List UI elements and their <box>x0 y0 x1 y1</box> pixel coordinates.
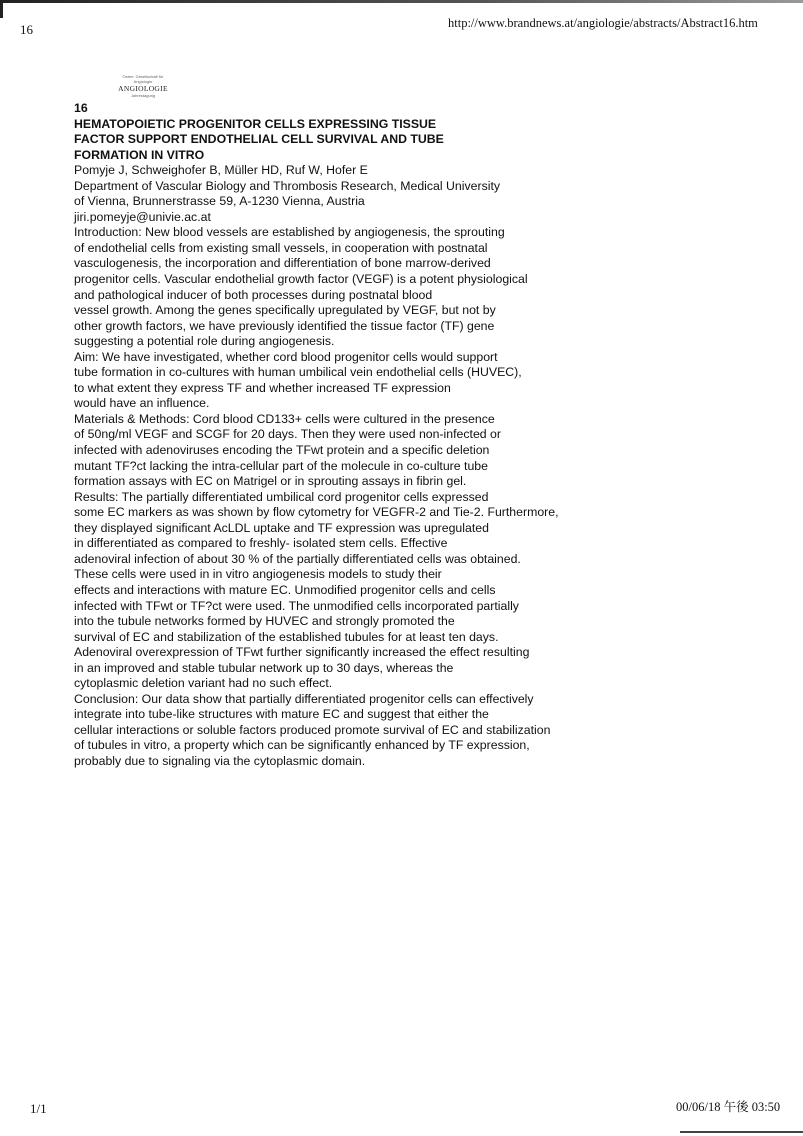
body-line: vasculogenesis, the incorporation and differentiation of bone marrow-derived <box>74 256 491 271</box>
body-line: adenoviral infection of about 30 % of the partially differentiated cells was obtained. <box>74 551 521 566</box>
logo-name: ANGIOLOGIE <box>118 84 168 93</box>
body-line: These cells were used in in vitro angiogenesis models to study their <box>74 567 442 582</box>
title-line: HEMATOPOIETIC PROGENITOR CELLS EXPRESSING TISSUE <box>74 116 437 131</box>
body-line: would have an influence. <box>74 396 210 411</box>
body-line: cellular interactions or soluble factors produced promote survival of EC and stabilization <box>74 722 551 737</box>
title-line: FORMATION IN VITRO <box>74 147 205 162</box>
body-line: Introduction: New blood vessels are established by angiogenesis, the sprouting <box>74 225 505 240</box>
body-line: suggesting a potential role during angiogenesis. <box>74 334 335 349</box>
body-line: formation assays with EC on Matrigel or in sprouting assays in fibrin gel. <box>74 474 467 489</box>
body-line: Department of Vascular Biology and Thrombosis Research, Medical University <box>74 178 501 193</box>
source-url: http://www.brandnews.at/angiologie/abstracts/Abstract16.htm <box>448 16 758 30</box>
body-line: of 50ng/ml VEGF and SCGF for 20 days. Then they were used non-infected or <box>74 427 501 442</box>
logo-top-text-2: Angiologie <box>133 79 153 84</box>
body-line: Adenoviral overexpression of TFwt further significantly increased the effect resulting <box>74 645 530 660</box>
body-line: Materials & Methods: Cord blood CD133+ cells were cultured in the presence <box>74 411 495 426</box>
abstract-body <box>74 163 774 769</box>
body-line: infected with TFwt or TF?ct were used. The unmodified cells incorporated partially <box>74 598 519 613</box>
body-line: survival of EC and stabilization of the established tubules for at least ten days. <box>74 629 499 644</box>
body-line: vessel growth. Among the genes specifically upregulated by VEGF, but not by <box>74 303 496 318</box>
scan-top-edge <box>0 0 803 3</box>
body-line: Aim: We have investigated, whether cord blood progenitor cells would support <box>74 349 498 364</box>
body-line: mutant TF?ct lacking the intra-cellular part of the molecule in co-culture tube <box>74 458 488 473</box>
abstract-title <box>74 117 774 164</box>
body-line: tube formation in co-cultures with human umbilical vein endothelial cells (HUVEC), <box>74 365 522 380</box>
body-line: progenitor cells. Vascular endothelial growth factor (VEGF) is a potent physiological <box>74 272 528 287</box>
body-line: in an improved and stable tubular network up to 30 days, whereas the <box>74 660 454 675</box>
body-line: they displayed significant AcLDL uptake and TF expression was upregulated <box>74 520 489 535</box>
abstract-number: 16 <box>74 101 88 115</box>
fax-timestamp: 00/06/18 午後 03:50 <box>676 1100 781 1114</box>
body-line: and pathological inducer of both processes during postnatal blood <box>74 287 433 302</box>
title-line: FACTOR SUPPORT ENDOTHELIAL CELL SURVIVAL AND TUBE <box>74 132 444 147</box>
body-line: some EC markers as was shown by flow cytometry for VEGFR-2 and Tie-2. Furthermore, <box>74 505 559 520</box>
body-line: Results: The partially differentiated umbilical cord progenitor cells expressed <box>74 489 489 504</box>
scan-left-edge <box>0 0 3 18</box>
angiologie-logo <box>108 74 178 98</box>
body-line: Conclusion: Our data show that partially differentiated progenitor cells can effectively <box>74 691 534 706</box>
abstract <box>74 101 774 770</box>
body-line: to what extent they express TF and whether increased TF expression <box>74 380 451 395</box>
body-line: integrate into tube-like structures with mature EC and suggest that either the <box>74 707 489 722</box>
body-line: effects and interactions with mature EC. Unmodified progenitor cells and cells <box>74 582 496 597</box>
body-line: into the tubule networks formed by HUVEC and strongly promoted the <box>74 614 455 629</box>
body-line: infected with adenoviruses encoding the TFwt protein and a specific deletion <box>74 443 490 458</box>
logo-bottom-text: Jahrestagung <box>130 93 156 98</box>
body-line: of endothelial cells from existing small vessels, in cooperation with postnatal <box>74 240 488 255</box>
body-line: of Vienna, Brunnerstrasse 59, A-1230 Vienna, Austria <box>74 194 365 209</box>
body-line: of tubules in vitro, a property which can be significantly enhanced by TF expression, <box>74 738 530 753</box>
body-line: other growth factors, we have previously identified the tissue factor (TF) gene <box>74 318 495 333</box>
logo-top-text-1: Österr. Gesellschaft für <box>122 74 164 79</box>
body-line: probably due to signaling via the cytoplasmic domain. <box>74 753 366 768</box>
body-line[interactable]: jiri.pomeyje@univie.ac.at <box>74 209 211 224</box>
body-line: cytoplasmic deletion variant had no such effect. <box>74 676 333 691</box>
body-line: Pomyje J, Schweighofer B, Müller HD, Ruf W, Hofer E <box>74 163 368 178</box>
page-count: 1/1 <box>30 1101 47 1116</box>
body-line: in differentiated as compared to freshly- isolated stem cells. Effective <box>74 536 448 551</box>
scan-bottom-edge <box>680 1131 803 1133</box>
page-number: 16 <box>20 22 33 37</box>
